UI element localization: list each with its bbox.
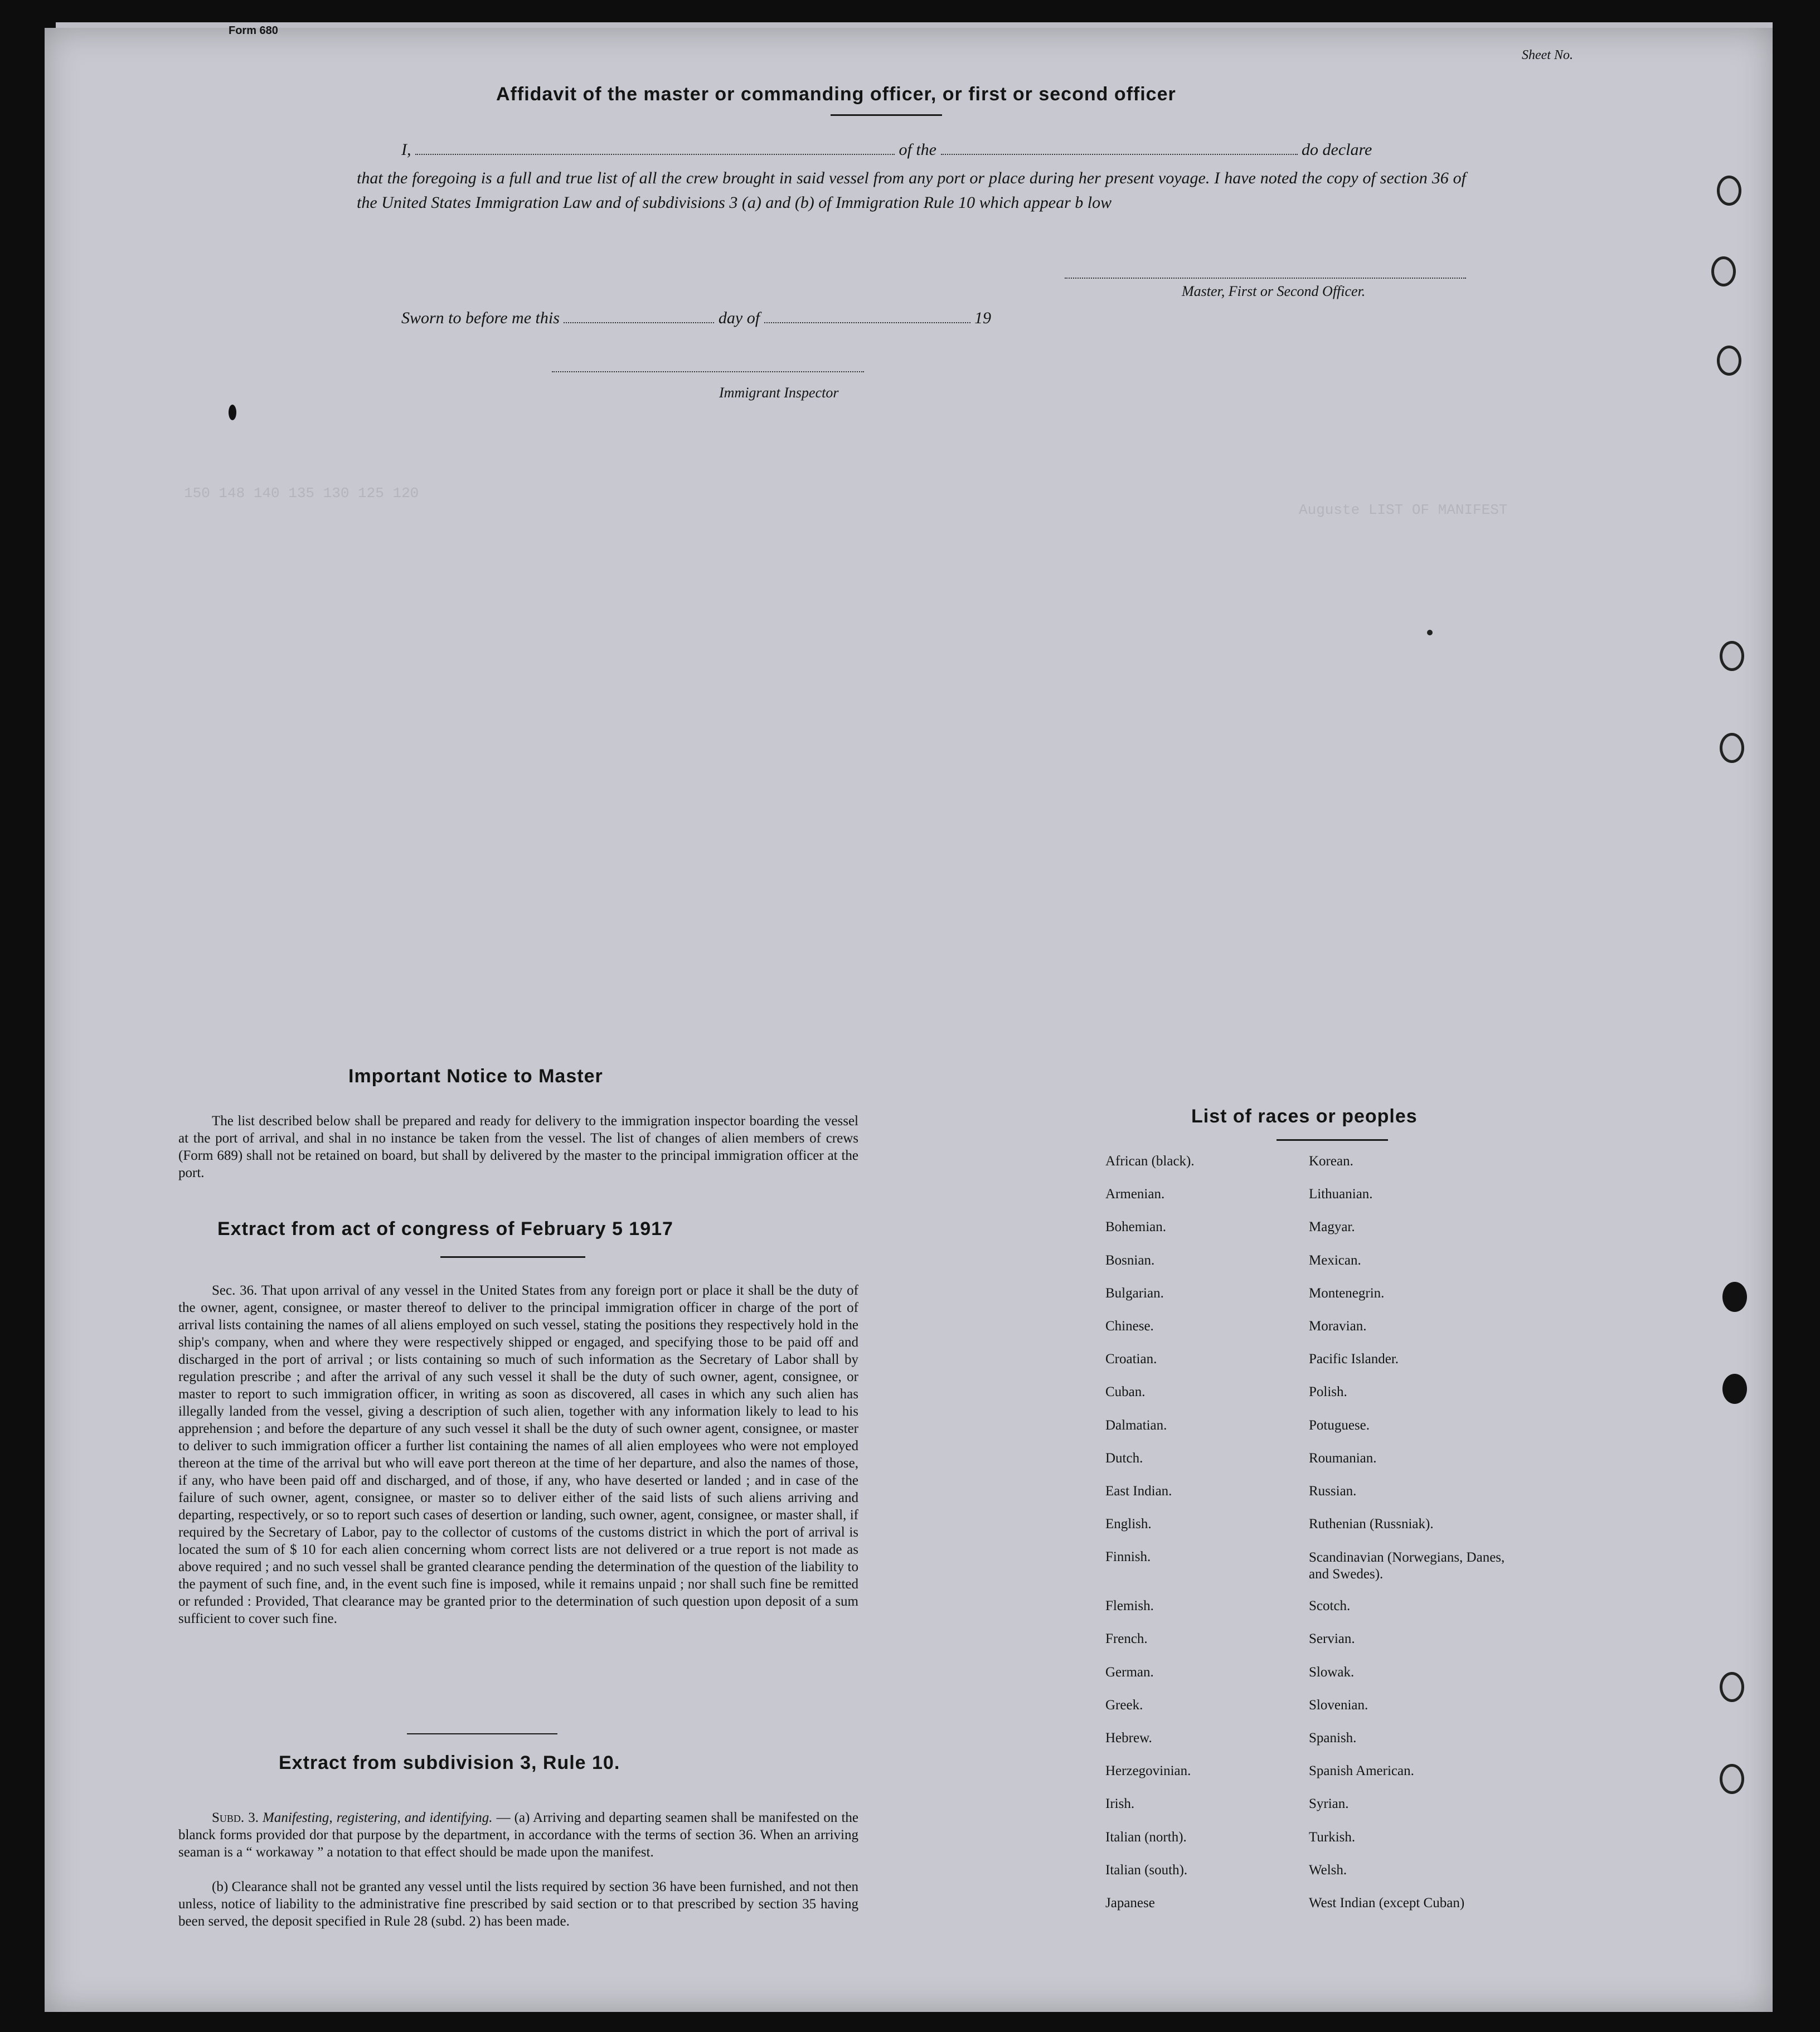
sworn-line xyxy=(401,308,991,328)
race-item: Russian. xyxy=(1309,1483,1357,1499)
subd-label: Subd. 3. xyxy=(212,1810,259,1825)
punch-hole-icon xyxy=(1717,346,1741,376)
form-number: Form 680 xyxy=(229,25,278,37)
race-item: Japanese xyxy=(1105,1895,1155,1911)
race-item: Bohemian. xyxy=(1105,1219,1167,1235)
affidavit-of-the: of the xyxy=(899,140,936,159)
notice-title: Important Notice to Master xyxy=(348,1066,603,1087)
punch-hole-icon xyxy=(1720,1672,1744,1702)
affidavit-title-rule xyxy=(831,114,942,116)
punch-hole-icon xyxy=(1720,1764,1744,1794)
punch-hole-icon xyxy=(1720,733,1744,763)
affidavit-i: I, xyxy=(401,140,411,159)
sworn-month-blank xyxy=(764,308,970,323)
act-end-rule xyxy=(407,1733,557,1734)
subd-heading: Manifesting, registering, and identifying. xyxy=(263,1810,493,1825)
race-item: Spanish American. xyxy=(1309,1763,1414,1779)
race-item: Armenian. xyxy=(1105,1187,1165,1202)
ink-mark xyxy=(1427,630,1433,635)
sworn-date-blank xyxy=(564,308,714,323)
race-item: Syrian. xyxy=(1309,1796,1349,1812)
subd-para-a-text: — (a) Arriving and departing seamen shall be manifested on the blanck forms provided dor that purpose by the department, in accordance with the terms of section 36. When an arriving seaman is a “ workaway ” a notation to that effect should be made upon the manifest. xyxy=(178,1810,858,1860)
race-item: Irish. xyxy=(1105,1796,1135,1812)
race-item: Moravian. xyxy=(1309,1318,1367,1334)
race-item: Ruthenian (Russniak). xyxy=(1309,1516,1434,1532)
punch-hole-icon xyxy=(1720,641,1744,671)
name-blank xyxy=(415,139,895,155)
rule-para-b: (b) Clearance shall not be granted any vessel until the lists required by section 36 have been furnished, and not then unless, notice of liability to the administrative fine prescribed by said section or to that prescribed by section 35 having been served, the deposit specified in Rule 28 (subd. 2) has been made. xyxy=(178,1879,858,1929)
race-item: French. xyxy=(1105,1631,1148,1647)
race-item: Scandinavian (Norwegians, Danes, and Swedes). xyxy=(1309,1550,1505,1582)
race-item: German. xyxy=(1105,1664,1154,1680)
race-item: Chinese. xyxy=(1105,1318,1154,1334)
race-item: Spanish. xyxy=(1309,1730,1357,1746)
vessel-blank xyxy=(941,139,1298,155)
race-item: East Indian. xyxy=(1105,1483,1172,1499)
race-item: Korean. xyxy=(1309,1154,1353,1169)
inspector-label: Immigrant Inspector xyxy=(719,385,839,401)
race-item: Dutch. xyxy=(1105,1450,1143,1466)
races-left-column xyxy=(1105,1154,1195,1928)
race-item: Lithuanian. xyxy=(1309,1187,1373,1202)
race-item: Montenegrin. xyxy=(1309,1285,1385,1301)
act-text: Sec. 36. That upon arrival of any vessel in the United States from any foreign port or place it shall be the duty of the owner, agent, consignee, or master thereof to deliver to the principal immigration officer in charge of the port of arrival lists containing the names of all aliens employed on such vessel, stating the positions they respectively hold in the ship's company, when and where they were respectively shipped or engaged, and specifying those to be paid off and discharged in the port of arrival ; or lists containing so much of such information as the Secretary of Labor shall by regulation prescribe ; and after the arrival of any such vessel it shall be the duty of such owner, agent, consignee, or master to report to such immigration officer, in writing as soon as discovered, all cases in which any such alien has illegally landed from the vessel, giving a description of such alien, together with any information likely to lead to his apprehension ; and before the departure of any such vessel it shall be the duty of such owner agent, consignee, or master to deliver to such immigration officer a further list containing the names of all alien employees who were not employed thereon at the time of the arrival but who will eave port thereon at the time of her departure, and also the names of those, if any, who have been paid off and discharged, and of those, if any, who have deserted or landed ; and in case of the failure of such owner, agent, consignee, or master so to deliver either of the said lists of such aliens arriving and departing, respectively, or so to report such cases of desertion or landing, such owner, agent, consignee, or master shall, if required by the Secretary of Labor, pay to the collector of customs of the customs district in which the port of arrival is located the sum of $ 10 for each alien concerning whom correct lists are not delivered or a true report is not made as above required ; and no such vessel shall be granted clearance pending the determination of the question of the liability to the payment of such fine, and, in the event such fine is imposed, while it remains unpaid ; nor shall such fine be remitted or refunded : Provided, That clearance may be granted prior to the determination of such question upon deposit of a sum sufficient to cover such fine. xyxy=(178,1283,858,1626)
punch-hole-icon xyxy=(1722,1374,1747,1404)
affidavit-title: Affidavit of the master or commanding officer, or first or second officer xyxy=(496,84,1176,105)
master-signature-label: Master, First or Second Officer. xyxy=(1182,283,1366,299)
race-item: Flemish. xyxy=(1105,1598,1154,1614)
punch-hole-icon xyxy=(1717,176,1741,206)
race-item: Roumanian. xyxy=(1309,1450,1377,1466)
race-item: Welsh. xyxy=(1309,1862,1347,1878)
document-page xyxy=(45,25,1773,2012)
rule-title: Extract from subdivision 3, Rule 10. xyxy=(279,1752,620,1773)
race-item: Servian. xyxy=(1309,1631,1355,1647)
race-item: Greek. xyxy=(1105,1697,1143,1713)
race-item: African (black). xyxy=(1105,1154,1195,1169)
sworn-day-of: day of xyxy=(718,309,760,327)
race-item: Mexican. xyxy=(1309,1252,1361,1268)
ink-mark xyxy=(229,405,236,420)
race-item: Croatian. xyxy=(1105,1352,1157,1367)
race-item: Dalmatian. xyxy=(1105,1417,1167,1433)
act-title: Extract from act of congress of February 5 1917 xyxy=(217,1218,673,1239)
affidavit-declare: do declare xyxy=(1302,140,1372,159)
race-item: Polish. xyxy=(1309,1384,1347,1400)
punch-hole-icon xyxy=(1722,1282,1747,1312)
race-item: Pacific Islander. xyxy=(1309,1352,1399,1367)
race-item: Italian (south). xyxy=(1105,1862,1188,1878)
race-item: Slovenian. xyxy=(1309,1697,1368,1713)
race-item: Potuguese. xyxy=(1309,1417,1370,1433)
punch-hole-icon xyxy=(1711,256,1736,286)
races-right-column xyxy=(1309,1154,1515,1928)
race-item: Cuban. xyxy=(1105,1384,1146,1400)
race-item: West Indian (except Cuban) xyxy=(1309,1895,1465,1911)
races-title: List of races or peoples xyxy=(1191,1106,1418,1127)
act-title-rule xyxy=(440,1256,585,1258)
notice-text: The list described below shall be prepared and ready for delivery to the immigration inspector boarding the vessel at the port of arrival, and shal in no instance be taken from the vessel. The list of changes of alien members of crews (Form 689) shall not be retained on board, but shall by delivered by the master to the principal immigration officer at the port. xyxy=(178,1114,858,1180)
race-item: Magyar. xyxy=(1309,1219,1355,1235)
race-item: Bosnian. xyxy=(1105,1252,1155,1268)
affidavit-paragraph: that the foregoing is a full and true list of all the crew brought in said vessel from any port or place during her present voyage. I have noted the copy of section 36 of the United States Immigration Law and of subdivisions 3 (a) and (b) of Immigration Rule 10 which appear b low xyxy=(357,169,1466,212)
race-item: Slowak. xyxy=(1309,1664,1355,1680)
sworn-prefix: Sworn to before me this xyxy=(401,309,560,327)
race-item: Scotch. xyxy=(1309,1598,1351,1614)
races-title-rule xyxy=(1277,1139,1388,1141)
race-item: English. xyxy=(1105,1516,1152,1532)
race-item: Herzegovinian. xyxy=(1105,1763,1191,1779)
race-item: Turkish. xyxy=(1309,1829,1356,1845)
bleed-through-2: Auguste LIST OF MANIFEST xyxy=(1299,502,1508,518)
race-item: Hebrew. xyxy=(1105,1730,1152,1746)
sheet-number-label: Sheet No. xyxy=(1522,48,1573,62)
rule-para-a xyxy=(178,1809,858,1861)
sworn-year: 19 xyxy=(974,309,992,327)
inspector-signature-line xyxy=(552,371,864,372)
master-signature-line xyxy=(1065,278,1466,279)
bleed-through: 150 148 140 135 130 125 120 xyxy=(184,485,419,502)
race-item: Italian (north). xyxy=(1105,1829,1187,1845)
race-item: Bulgarian. xyxy=(1105,1285,1164,1301)
affidavit-line1 xyxy=(401,139,1372,159)
race-item: Finnish. xyxy=(1105,1549,1151,1565)
